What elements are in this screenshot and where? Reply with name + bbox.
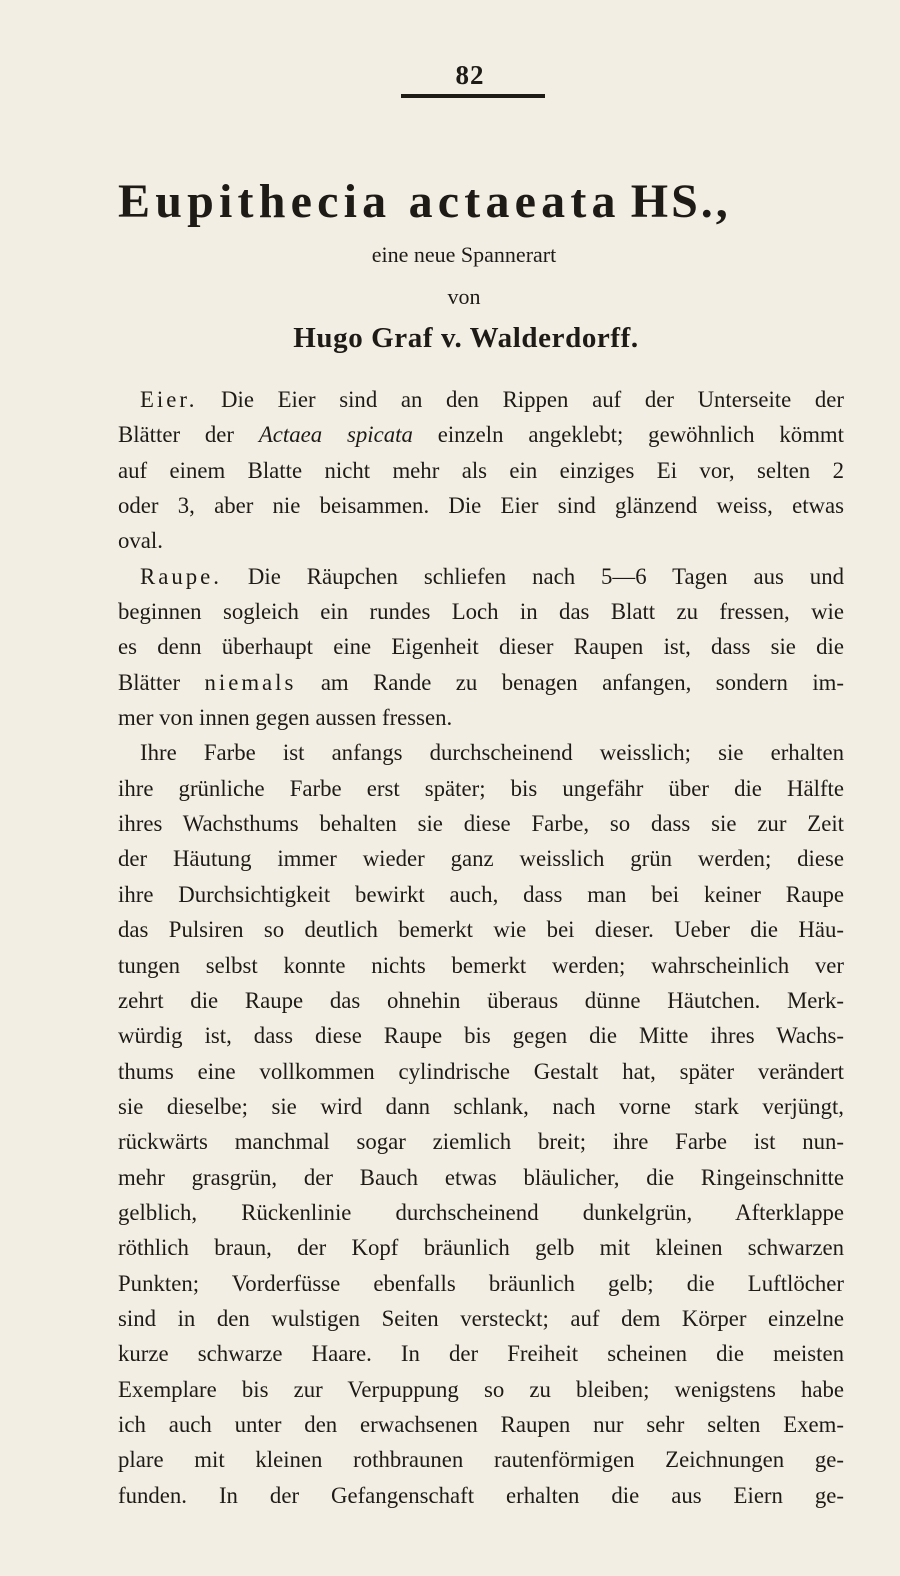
text-line: zehrt die Raupe das ohnehin überaus dünne Häutchen. Merk- [118,987,844,1013]
text-line: Punkten; Vorderfüsse ebenfalls bräunlich gelb; die Luftlöcher [118,1270,844,1296]
text-line: thums eine vollkommen cylindrische Gestalt hat, später verändert [118,1058,844,1084]
text-line: sie dieselbe; sie wird dann schlank, nach vorne stark verjüngt, [118,1093,844,1119]
text-line: ihre grünliche Farbe erst später; bis ungefähr über die Hälfte [118,775,844,801]
article-subtitle: eine neue Spannerart [371,242,557,267]
article-author: Hugo Graf v. Walderdorff. [293,322,639,354]
text-line: oder 3, aber nie beisammen. Die Eier sind glänzend weiss, etwas [118,493,844,519]
title-species: Eupithecia actaeata [118,175,621,228]
article-title [118,175,858,228]
section-label-eier: Eier. [140,387,198,412]
text-line: röthlich braun, der Kopf bräunlich gelb mit kleinen schwarzen [118,1235,844,1261]
text-line: tungen selbst konnte nichts bemerkt werden; wahrscheinlich ver [118,952,844,978]
text-line: Raupe. Die Räupchen schliefen nach 5—6 Tagen aus und [140,563,844,589]
text-line: mer von innen gegen aussen fressen. [118,705,453,731]
text-line: oval. [118,528,163,554]
page-number: 82 [455,60,485,90]
emphasis-niemals: niemals [204,669,297,695]
byline-von: von [447,284,481,309]
text-line: Blätter niemals am Rande zu benagen anfangen, sondern im- [118,669,844,695]
text-line: funden. In der Gefangenschaft erhalten die aus Eiern ge- [118,1482,844,1508]
text-line: der Häutung immer wieder ganz weisslich grün werden; diese [118,846,844,872]
text-line: gelblich, Rückenlinie durchscheinend dunkelgrün, Afterklappe [118,1199,844,1225]
text-line: beginnen sogleich ein rundes Loch in das Blatt zu fressen, wie [118,599,844,625]
text-line: sind in den wulstigen Seiten versteckt; auf dem Körper einzelne [118,1305,844,1331]
text-line: Blätter der Actaea spicata einzeln angeklebt; gewöhnlich kömmt [118,422,844,448]
text-line: Exemplare bis zur Verpuppung so zu bleiben; wenigstens habe [118,1376,844,1402]
text-line: es denn überhaupt eine Eigenheit dieser Raupen ist, dass sie die [118,634,844,660]
text-line: rückwärts manchmal sogar ziemlich breit; ihre Farbe ist nun- [118,1129,844,1155]
text-line: würdig ist, dass diese Raupe bis gegen die Mitte ihres Wachs- [118,1023,844,1049]
text-line: ich auch unter den erwachsenen Raupen nur sehr selten Exem- [118,1411,844,1437]
text-line: Eier. Die Eier sind an den Rippen auf der Unterseite der [140,387,844,412]
body-text [118,382,844,1513]
section-label-raupe: Raupe. [140,563,222,589]
text-line: das Pulsiren so deutlich bemerkt wie bei dieser. Ueber die Häu- [118,917,844,943]
title-author-abbrev: HS., [630,175,731,228]
text-line: auf einem Blatte nicht mehr als ein einziges Ei vor, selten 2 [118,457,844,483]
text-line: ihres Wachsthums behalten sie diese Farbe, so dass sie zur Zeit [118,811,844,837]
text-line: Ihre Farbe ist anfangs durchscheinend weisslich; sie erhalten [140,740,844,766]
text-line: plare mit kleinen rothbraunen rautenförmigen Zeichnungen ge- [118,1447,844,1473]
plant-name: Actaea spicata [258,422,413,448]
text-line: mehr grasgrün, der Bauch etwas bläulicher, die Ringeinschnitte [118,1164,844,1190]
text-line: ihre Durchsichtigkeit bewirkt auch, dass man bei keiner Raupe [118,881,844,907]
text-line: kurze schwarze Haare. In der Freiheit scheinen die meisten [118,1341,844,1367]
page-number-rule [401,94,545,98]
